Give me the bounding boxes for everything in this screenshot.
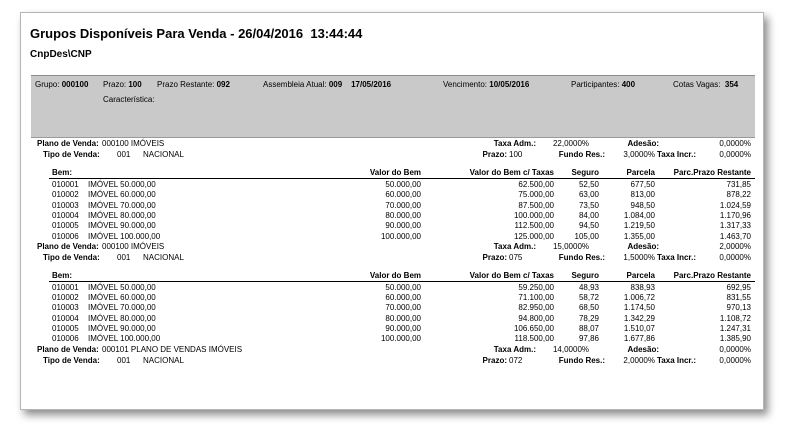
row-seguro: 58,72 (578, 293, 599, 303)
cotas-vagas-field: Cotas Vagas: 354 (673, 80, 739, 89)
row-parcela: 813,00 (630, 190, 655, 200)
col-parc-restante: Parc.Prazo Restante (673, 270, 751, 280)
group-header (31, 75, 755, 138)
row-name: IMÓVEL 60.000,00 (88, 190, 156, 200)
row-parcela: 1.342,29 (623, 313, 655, 323)
plano-value: 000101 PLANO DE VENDAS IMÓVEIS (102, 344, 243, 354)
adesao-value: 0,0000% (719, 139, 751, 148)
tipo-code: 001 (117, 355, 131, 365)
row-parcela: 1.174,50 (623, 303, 655, 313)
row-valor-taxas: 75.000,00 (518, 190, 554, 200)
row-parcela: 1.677,86 (623, 334, 655, 344)
row-valor: 60.000,00 (385, 190, 421, 200)
col-seguro: Seguro (571, 270, 599, 280)
row-parcela: 948,50 (630, 200, 655, 210)
tipo-label: Tipo de Venda: (43, 355, 100, 365)
row-seguro: 63,00 (578, 190, 599, 200)
row-seguro: 78,29 (578, 313, 599, 323)
taxa-incr-label: Taxa Incr.: (657, 252, 696, 262)
row-code: 010005 (52, 324, 79, 333)
prazo-label: Prazo: (482, 355, 507, 365)
fundo-res-value: 2,0000% (623, 355, 655, 365)
row-name: IMÓVEL 90.000,00 (88, 221, 156, 231)
row-parcela: 1.084,00 (623, 210, 655, 220)
plano-label: Plano de Venda: (37, 139, 99, 148)
fundo-res-label: Fundo Res.: (558, 252, 605, 262)
row-name: IMÓVEL 70.000,00 (88, 200, 156, 210)
table-header-rule (49, 178, 755, 179)
row-valor: 90.000,00 (385, 221, 421, 231)
col-valor-taxas: Valor do Bem c/ Taxas (469, 168, 554, 177)
prazo-restante-field: Prazo Restante: 092 (157, 80, 230, 89)
report-path: CnpDes\CNP (30, 49, 92, 60)
row-seguro: 68,50 (578, 303, 599, 313)
assembleia-field: Assembleia Atual: 009 17/05/2016 (263, 80, 392, 89)
row-valor: 90.000,00 (385, 324, 421, 333)
col-seguro: Seguro (571, 168, 599, 177)
row-code: 010005 (52, 221, 79, 231)
fundo-res-value: 1,5000% (623, 252, 655, 262)
prazo-value: 072 (509, 355, 523, 365)
taxa-adm-label: Taxa Adm.: (493, 139, 536, 148)
col-parcela: Parcela (626, 168, 655, 177)
tipo-code: 001 (117, 252, 131, 262)
row-valor: 80.000,00 (385, 313, 421, 323)
row-name: IMÓVEL 80.000,00 (88, 210, 156, 220)
row-parcela: 1.510,07 (623, 324, 655, 333)
plano-label: Plano de Venda: (37, 241, 99, 251)
row-valor: 50.000,00 (385, 180, 421, 189)
row-valor-taxas: 125.000,00 (513, 231, 554, 241)
row-parc-restante: 1.108,72 (719, 313, 751, 323)
grupo-field: Grupo: 000100 (35, 80, 89, 89)
row-seguro: 48,93 (578, 282, 599, 292)
tipo-name: NACIONAL (143, 252, 184, 262)
fundo-res-value: 3,0000% (623, 150, 655, 159)
adesao-label: Adesão: (627, 344, 659, 354)
report-page (20, 12, 764, 410)
row-valor-taxas: 62.500,00 (518, 180, 554, 189)
prazo-field: Prazo: 100 (103, 80, 142, 89)
participantes-field: Participantes: 400 (571, 80, 636, 89)
row-parc-restante: 1.024,59 (719, 200, 751, 210)
taxa-incr-value: 0,0000% (719, 355, 751, 365)
row-valor: 70.000,00 (385, 200, 421, 210)
row-valor-taxas: 118.500,00 (514, 334, 554, 344)
col-bem: Bem: (52, 168, 73, 177)
adesao-label: Adesão: (627, 241, 659, 251)
row-parcela: 677,50 (630, 180, 655, 189)
taxa-incr-label: Taxa Incr.: (657, 355, 696, 365)
row-code: 010003 (52, 200, 79, 210)
row-seguro: 105,00 (574, 231, 599, 241)
tipo-label: Tipo de Venda: (43, 150, 100, 159)
row-code: 010002 (52, 293, 79, 303)
row-seguro: 94,50 (578, 221, 599, 231)
row-valor: 100.000,00 (380, 231, 421, 241)
col-valor-taxas: Valor do Bem c/ Taxas (469, 270, 554, 280)
row-parc-restante: 831,55 (726, 293, 751, 303)
plano-value: 000100 IMÓVEIS (102, 139, 165, 148)
col-parcela: Parcela (626, 270, 655, 280)
row-valor-taxas: 59.250,00 (518, 282, 554, 292)
row-code: 010004 (52, 210, 79, 220)
row-valor-taxas: 71.100,00 (518, 293, 554, 303)
row-valor: 70.000,00 (385, 303, 421, 313)
prazo-value: 100 (509, 150, 523, 159)
row-parc-restante: 1.247,31 (719, 324, 751, 333)
row-name: IMÓVEL 100.000,00 (88, 334, 161, 344)
row-valor-taxas: 82.950,00 (518, 303, 554, 313)
row-code: 010001 (52, 180, 79, 189)
row-valor: 80.000,00 (385, 210, 421, 220)
row-valor: 100.000,00 (380, 334, 421, 344)
row-valor-taxas: 87.500,00 (518, 200, 554, 210)
row-parc-restante: 731,85 (726, 180, 751, 189)
row-name: IMÓVEL 50.000,00 (88, 282, 156, 292)
vencimento-field: Vencimento: 10/05/2016 (443, 80, 530, 89)
row-name: IMÓVEL 60.000,00 (88, 293, 156, 303)
row-code: 010006 (52, 334, 79, 344)
taxa-adm-value: 22,0000% (552, 139, 589, 148)
row-parc-restante: 1.385,90 (719, 334, 751, 344)
row-name: IMÓVEL 80.000,00 (88, 313, 156, 323)
row-valor: 50.000,00 (385, 282, 421, 292)
prazo-label: Prazo: (482, 150, 507, 159)
taxa-incr-value: 0,0000% (719, 150, 751, 159)
prazo-label: Prazo: (482, 252, 507, 262)
row-parcela: 1.006,72 (623, 293, 655, 303)
taxa-adm-value: 15,0000% (552, 241, 589, 251)
row-valor-taxas: 106.650,00 (513, 324, 554, 333)
row-parc-restante: 692,95 (726, 282, 751, 292)
tipo-name: NACIONAL (143, 355, 184, 365)
row-parc-restante: 1.463,70 (719, 231, 751, 241)
adesao-value: 2,0000% (719, 241, 751, 251)
taxa-incr-value: 0,0000% (719, 252, 751, 262)
fundo-res-label: Fundo Res.: (558, 355, 605, 365)
row-valor-taxas: 112.500,00 (514, 221, 554, 231)
taxa-incr-label: Taxa Incr.: (657, 150, 696, 159)
tipo-label: Tipo de Venda: (43, 252, 100, 262)
col-parc-restante: Parc.Prazo Restante (673, 168, 751, 177)
prazo-value: 075 (509, 252, 523, 262)
row-valor: 60.000,00 (385, 293, 421, 303)
row-parc-restante: 878,22 (726, 190, 751, 200)
row-parcela: 1.355,00 (623, 231, 655, 241)
adesao-label: Adesão: (627, 139, 659, 148)
row-parc-restante: 1.317,33 (719, 221, 751, 231)
row-code: 010003 (52, 303, 79, 313)
col-valor-bem: Valor do Bem (369, 168, 421, 177)
taxa-adm-label: Taxa Adm.: (493, 344, 536, 354)
table-header-rule (49, 281, 755, 282)
row-parcela: 1.219,50 (623, 221, 655, 231)
adesao-value: 0,0000% (719, 344, 751, 354)
row-parcela: 838,93 (630, 282, 655, 292)
taxa-adm-value: 14,0000% (552, 344, 589, 354)
row-name: IMÓVEL 90.000,00 (88, 324, 156, 333)
row-valor-taxas: 100.000,00 (513, 210, 554, 220)
tipo-name: NACIONAL (143, 150, 184, 159)
col-valor-bem: Valor do Bem (369, 270, 421, 280)
row-name: IMÓVEL 70.000,00 (88, 303, 156, 313)
row-code: 010001 (52, 282, 79, 292)
row-code: 010004 (52, 313, 79, 323)
row-seguro: 73,50 (578, 200, 599, 210)
taxa-adm-label: Taxa Adm.: (493, 241, 536, 251)
row-code: 010006 (52, 231, 79, 241)
row-seguro: 52,50 (578, 180, 599, 189)
row-code: 010002 (52, 190, 79, 200)
row-name: IMÓVEL 50.000,00 (88, 180, 156, 189)
row-valor-taxas: 94.800,00 (518, 313, 554, 323)
row-parc-restante: 970,13 (726, 303, 751, 313)
tipo-code: 001 (117, 150, 131, 159)
row-parc-restante: 1.170,96 (719, 210, 751, 220)
row-seguro: 84,00 (578, 210, 599, 220)
fundo-res-label: Fundo Res.: (558, 150, 605, 159)
col-bem: Bem: (52, 270, 73, 280)
row-name: IMÓVEL 100.000,00 (88, 231, 161, 241)
row-seguro: 88,07 (578, 324, 599, 333)
row-seguro: 97,86 (578, 334, 599, 344)
caracteristica-field: Característica: (103, 95, 155, 104)
plano-label: Plano de Venda: (37, 344, 99, 354)
report-title: Grupos Disponíveis Para Venda - 26/04/2016 13:44:44 (30, 26, 363, 41)
plano-value: 000100 IMÓVEIS (102, 241, 165, 251)
